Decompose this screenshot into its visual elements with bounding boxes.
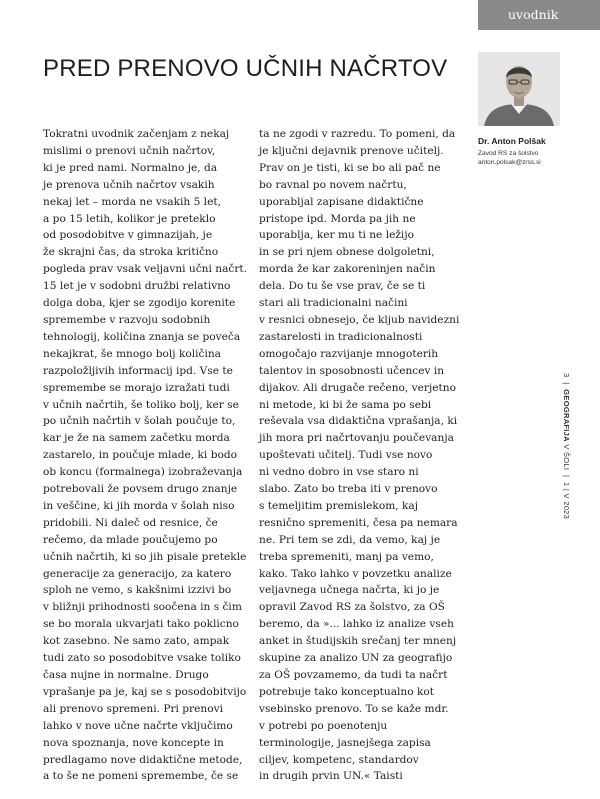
article-column-2 bbox=[259, 126, 459, 785]
body-line: ta ne zgodi v razredu. To pomeni, da bbox=[259, 128, 456, 140]
body-line: pristope ipd. Morda pa jih ne bbox=[259, 212, 416, 225]
body-line: nekajkrat, še mnogo bolj količina bbox=[43, 347, 221, 360]
body-line: in se pri njem obnese dolgoletni, bbox=[259, 246, 435, 259]
body-line: ni vedno dobro in vse staro ni bbox=[259, 466, 419, 479]
body-line: pridobili. Ni daleč od resnice, če bbox=[43, 516, 218, 529]
body-line: je ključni dejavnik prenove učitelj. bbox=[259, 144, 444, 157]
body-line: kar je že na samem začetku morda bbox=[43, 432, 230, 445]
body-line: časa nujne in normalne. Drugo bbox=[43, 669, 209, 681]
body-line: ne. Pri tem se zdi, da vemo, kaj je bbox=[259, 533, 441, 546]
body-line: reševala vsa didaktična vprašanja, ki bbox=[259, 415, 458, 428]
body-line: generacije za generacijo, za katero bbox=[43, 567, 232, 580]
body-line: rečemo, da mlade poučujemo po bbox=[43, 533, 218, 546]
author-email[interactable]: anton.polsak@zrss.si bbox=[478, 159, 541, 166]
body-line: potrebovali že povsem drugo znanje bbox=[43, 483, 238, 496]
body-line: a po 15 letih, kolikor je preteklo bbox=[43, 212, 216, 225]
body-line: a to še ne pomeni spremembe, če se bbox=[43, 770, 239, 783]
body-line: 15 let je v sodobni družbi relativno bbox=[43, 280, 231, 293]
body-line: slabo. Zato bo treba iti v prenovo bbox=[259, 483, 438, 496]
body-line: razpoložljivih informacij ipd. Vse te bbox=[43, 364, 233, 377]
body-line: in drugih prvin UN.« Taisti bbox=[259, 770, 403, 783]
journal-school: V ŠOLI bbox=[562, 444, 571, 471]
body-line: skupine za analizo UN za geografijo bbox=[259, 652, 453, 665]
body-line: kako. Tako lahko v povzetku analize bbox=[259, 567, 452, 580]
body-line: nova spoznanja, nove koncepte in bbox=[43, 736, 224, 749]
body-line: terminologije, jasnejšega zapisa bbox=[259, 736, 431, 749]
body-line: beremo, da »... lahko iz analize vseh bbox=[259, 618, 454, 631]
body-line: dijakov. Ali drugače rečeno, verjetno bbox=[259, 381, 456, 394]
journal-name: GEOGRAFIJA bbox=[562, 389, 571, 442]
body-line: kot zasebno. Ne samo zato, ampak bbox=[43, 635, 230, 648]
body-line: veljavnega učnega načrta, ki jo je bbox=[259, 584, 440, 597]
body-line: tudi zato so posodobitve vsake toliko bbox=[43, 652, 241, 665]
body-line: ob koncu (formalnega) izobraževanja bbox=[43, 466, 243, 479]
body-line: je prenova učnih načrtov vsakih bbox=[43, 178, 215, 191]
body-line: ali prenovo spremeni. Pri prenovi bbox=[43, 702, 223, 715]
body-line: treba spremeniti, manj pa vemo, bbox=[259, 550, 434, 563]
body-line: učnih načrtih, ki so jih pisale pretekle bbox=[43, 550, 247, 563]
body-line: uporabljal zapisane didaktične bbox=[259, 195, 424, 208]
body-line: bo ravnal po novem načrtu, bbox=[259, 178, 407, 191]
body-line: sploh ne vemo, s kakšnimi izzivi bo bbox=[43, 584, 232, 597]
body-line: se bo morala ukvarjati tako poklicno bbox=[43, 618, 239, 631]
body-line: s temeljitim premislekom, kaj bbox=[259, 499, 419, 512]
body-line: v učnih načrtih, še toliko bolj, ker se bbox=[43, 398, 239, 411]
body-line: Tokratni uvodnik začenjam z nekaj bbox=[43, 128, 230, 140]
body-line: vprašanje pa je, kaj se s posodobitvijo bbox=[43, 685, 247, 698]
author-portrait-icon bbox=[478, 52, 560, 126]
body-line: ciljev, kompetenc, standardov bbox=[259, 753, 419, 766]
body-line: resnično spremeniti, česa pa nemara bbox=[259, 516, 458, 529]
body-line: upoštevati učitelj. Tudi vse novo bbox=[259, 449, 433, 462]
body-line: za OŠ povzamemo, da tudi ta načrt bbox=[259, 669, 448, 681]
body-line: od posodobitve v gimnazijah, je bbox=[43, 229, 213, 242]
body-line: v potrebi po poenotenju bbox=[259, 719, 388, 732]
body-line: tehnologij, količina znanja se poveča bbox=[43, 330, 241, 343]
body-line: spremembe v razvoju sodobnih bbox=[43, 313, 211, 326]
body-line: mislimi o prenovi učnih načrtov, bbox=[43, 144, 216, 157]
body-line: predlagamo nove didaktične metode, bbox=[43, 753, 243, 766]
body-line: vsebinsko prenovo. To se kaže mdr. bbox=[259, 702, 449, 715]
body-line: v resnici obnesejo, če kljub navidezni bbox=[259, 313, 460, 326]
body-line: jih mora pri načrtovanju poučevanja bbox=[259, 432, 454, 445]
body-line: omogočajo razvijanje mnogoterih bbox=[259, 347, 439, 360]
page-sidebar-label: 3 | GEOGRAFIJA V ŠOLI | 1 | V 2023 bbox=[562, 373, 571, 520]
body-line: že skrajni čas, da stroka kritično bbox=[43, 246, 219, 259]
body-line: anket in študijskih srečanj ter mnenj bbox=[259, 635, 457, 648]
body-line: dela. Do tu še vse prav, če se ti bbox=[259, 280, 426, 293]
author-name: Dr. Anton Polšak bbox=[478, 136, 546, 146]
headline: PRED PRENOVO UČNIH NAČRTOV bbox=[43, 55, 448, 82]
body-line: Prav on je tisti, ki se bo ali pač ne bbox=[259, 161, 441, 174]
body-line: dolga doba, kjer se zgodijo korenite bbox=[43, 297, 236, 310]
body-line: talentov in sposobnosti učencev in bbox=[259, 364, 445, 377]
body-line: po učnih načrtih v šolah poučuje to, bbox=[43, 415, 236, 428]
body-line: nekaj let – morda ne vsakih 5 let, bbox=[43, 195, 221, 208]
author-organization: Zavod RS za šolstvo bbox=[478, 150, 539, 157]
body-line: lahko v nove učne načrte vključimo bbox=[43, 719, 233, 732]
body-line: pogleda prav vsak veljavni učni načrt. bbox=[43, 263, 248, 276]
page-number: 3 bbox=[562, 373, 571, 378]
body-line: ki je pred nami. Normalno je, da bbox=[43, 161, 218, 174]
body-line: stari ali tradicionalni načini bbox=[259, 297, 408, 310]
issue-label: 1 | V 2023 bbox=[562, 482, 571, 520]
section-tag: uvodnik bbox=[478, 0, 600, 30]
body-line: uporablja, ker mu ti ne ležijo bbox=[259, 229, 414, 242]
body-line: zastarelosti in tradicionalnosti bbox=[259, 330, 423, 343]
body-line: opravil Zavod RS za šolstvo, za OŠ bbox=[259, 601, 445, 614]
body-line: zastarelo, in poučuje mlade, ki bodo bbox=[43, 449, 238, 462]
body-line: spremembe se morajo izražati tudi bbox=[43, 381, 230, 394]
body-line: morda že kar zakoreninjen način bbox=[259, 263, 436, 276]
body-line: v bližnji prihodnosti soočena in s čim bbox=[43, 601, 242, 614]
body-line: ni metode, ki bi že sama po sebi bbox=[259, 398, 432, 411]
body-line: potrebuje tako konceptualno kot bbox=[259, 685, 435, 698]
author-photo bbox=[478, 52, 560, 126]
author-block bbox=[478, 136, 593, 167]
body-line: in veščine, ki jih morda v šolah niso bbox=[43, 499, 235, 512]
article-column-1 bbox=[43, 126, 247, 785]
